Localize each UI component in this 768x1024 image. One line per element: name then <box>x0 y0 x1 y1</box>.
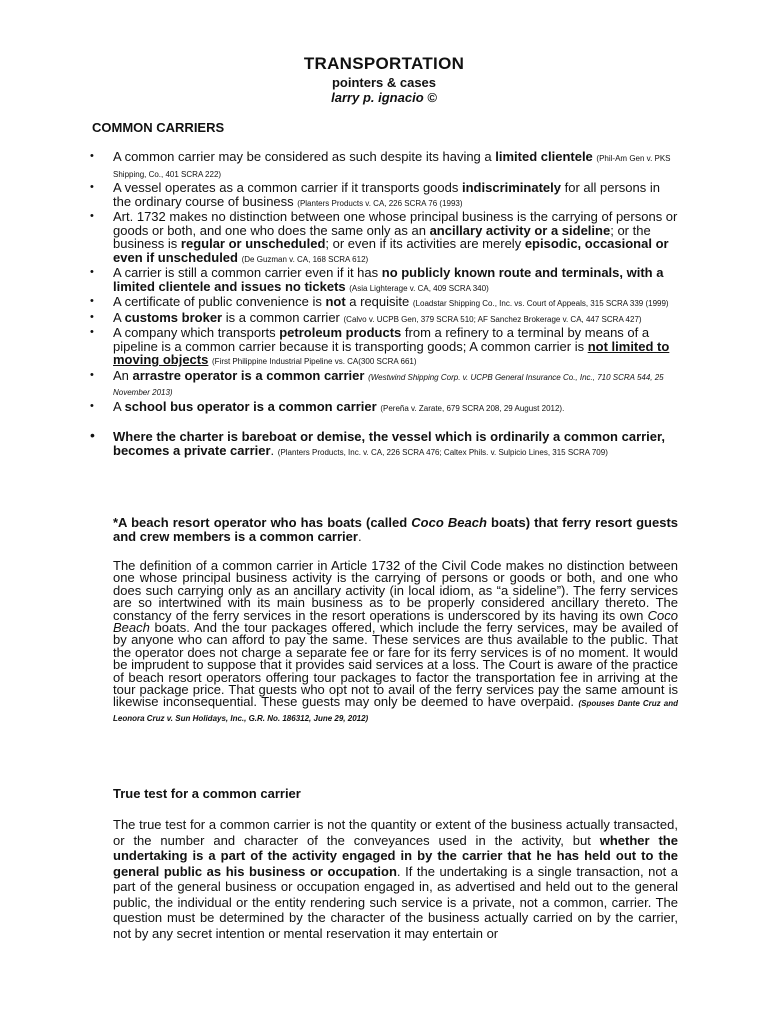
bullet-icon: • <box>90 210 94 222</box>
citation: (De Guzman v. CA, 168 SCRA 612) <box>241 254 369 264</box>
bullet-icon: • <box>90 399 94 412</box>
subheading: True test for a common carrier <box>113 786 301 801</box>
list-item: • A certificate of public convenience is not a requisite (Loadstar Shipping Co., Inc. vs. Court of Appeals, 315 SCRA 339 (1999) <box>90 294 669 309</box>
list-item: • A vessel operates as a common carrier if it transports goods indiscriminately for all persons in the ordinary course of business (Planters Products v. CA, 226 SCRA 76 (1993) <box>90 180 660 209</box>
bullet-icon: • <box>90 310 94 323</box>
bullet-icon: • <box>90 181 94 193</box>
citation: (First Philippine Industrial Pipeline vs. CA(300 SCRA 661) <box>211 357 417 366</box>
list-item: • A company which transports petroleum products from a refinery to a terminal by means of a pipeline is a common carrier because it is transporting goods; A common carrier is not limited to moving objects (First Philippine Industrial Pipeline vs. CA(300 SCRA 661) <box>90 325 670 367</box>
citation: (Loadstar Shipping Co., Inc. vs. Court of Appeals, 315 SCRA 339 (1999) <box>412 299 669 308</box>
list-item: • Art. 1732 makes no distinction between one whose principal business is the carrying of persons or goods or both, and one who does the same only as an ancillary activity or a sideline; or the business is regular or unscheduled; or even if its activities are merely episodic, occasional or even if unscheduled (De Guzman v. CA, 168 SCRA 612) <box>90 209 678 265</box>
citation: (Pereña v. Zarate, 679 SCRA 208, 29 August 2012). <box>380 403 565 413</box>
bullet-icon: • <box>90 326 94 338</box>
bullet-icon: • <box>90 368 94 381</box>
list-item: • A customs broker is a common carrier (Calvo v. UCPB Gen, 379 SCRA 510; AF Sanchez Brokerage v. CA, 447 SCRA 427) <box>90 309 642 325</box>
bullet-icon: • <box>90 150 94 162</box>
citation: (Calvo v. UCPB Gen, 379 SCRA 510; AF Sanchez Brokerage v. CA, 447 SCRA 427) <box>343 314 642 324</box>
list-item: • A carrier is still a common carrier even if it has no publicly known route and terminals, with a limited clientele and issues no tickets (Asia Lighterage v. CA, 409 SCRA 340) <box>90 265 664 294</box>
case-excerpt-paragraph: The definition of a common carrier in Article 1732 of the Civil Code makes no distinction between one whose principal business activity is the carrying of persons or goods or both, and one who does such carrying only as an ancillary activity (in local idiom, as “a sideline”). The ferry services are so intertwined with its main business as to be properly considered ancillary thereto. The constancy of the ferry services in the resort operations is underscored by its having its own Coco Beach boats. And the tour packages offered, which include the ferry services, may be availed of by anyone who can afford to pay the same. These services are thus available to the public. That the operator does not charge a separate fee or fare for its ferry services is of no moment. It would be imprudent to suppose that it provides said services at a loss. The Court is aware of the practice of beach resort operators offering tour packages to factor the transportation fee in arriving at the tour package price. That guests who opt not to avail of the ferry services pay the same amount is likewise inconsequential. These guests may only be deemed to have overpaid. (Spouses Dante Cruz and Leonora Cruz v. Sun Holidays, Inc., G.R. No. 186312, June 29, 2012) <box>113 558 678 723</box>
bullet-icon: • <box>90 427 95 443</box>
beach-resort-pointer: *A beach resort operator who has boats (called Coco Beach boats) that ferry resort guests and crew members is a common carrier. <box>113 515 678 544</box>
document-subtitle: pointers & cases <box>331 75 437 90</box>
citation: (Westwind Shipping Corp. v. UCPB General Insurance Co., Inc., 710 SCRA 544, 25 November 2013) <box>113 372 664 397</box>
true-test-paragraph: The true test for a common carrier is not the quantity or extent of the business actually transacted, or the number and character of the conveyances used in the activity, but whether the undertaking is a part of the activity engaged in by the carrier that he has held out to the general public as his business or occupation. If the undertaking is a single transaction, not a part of the general business or occupation engaged in, as advertised and held out to the general public, the individual or the entity rendering such service is a private, not a common, carrier. The question must be determined by the character of the business actually carried on by the carrier, not by any secret intention or mental reservation it may entertain or <box>113 817 679 941</box>
citation: (Planters Products v. CA, 226 SCRA 76 (1993) <box>297 198 463 208</box>
citation: (Spouses Dante Cruz and Leonora Cruz v. Sun Holidays, Inc., G.R. No. 186312, June 29, 2012) <box>113 699 678 723</box>
citation: (Planters Products, Inc. v. CA, 226 SCRA 476; Caltex Phils. v. Sulpicio Lines, 315 SCRA 709) <box>277 447 608 457</box>
bullet-icon: • <box>90 295 94 307</box>
citation: (Phil-Am Gen v. PKS Shipping, Co., 401 SCRA 222) <box>113 154 671 179</box>
list-item: • A school bus operator is a common carrier (Pereña v. Zarate, 679 SCRA 208, 29 August 2012). <box>90 398 565 414</box>
bullet-icon: • <box>90 266 94 278</box>
list-item: • A common carrier may be considered as such despite its having a limited clientele (Phil-Am Gen v. PKS Shipping, Co., 401 SCRA 222) <box>90 149 671 179</box>
list-item: • Where the charter is bareboat or demise, the vessel which is ordinarily a common carrier, becomes a private carrier. (Planters Products, Inc. v. CA, 226 SCRA 476; Caltex Phils. v. Sulpicio Lines, 315 SCRA 709) <box>90 427 665 458</box>
bullet-list <box>88 150 680 459</box>
section-heading: COMMON CARRIERS <box>92 120 225 135</box>
citation: (Asia Lighterage v. CA, 409 SCRA 340) <box>349 283 489 293</box>
document-title: TRANSPORTATION <box>303 54 465 73</box>
document-author: larry p. ignacio © <box>331 90 437 105</box>
list-item: • An arrastre operator is a common carrier (Westwind Shipping Corp. v. UCPB General Insurance Co., Inc., 710 SCRA 544, 25 November 2013) <box>90 367 664 397</box>
